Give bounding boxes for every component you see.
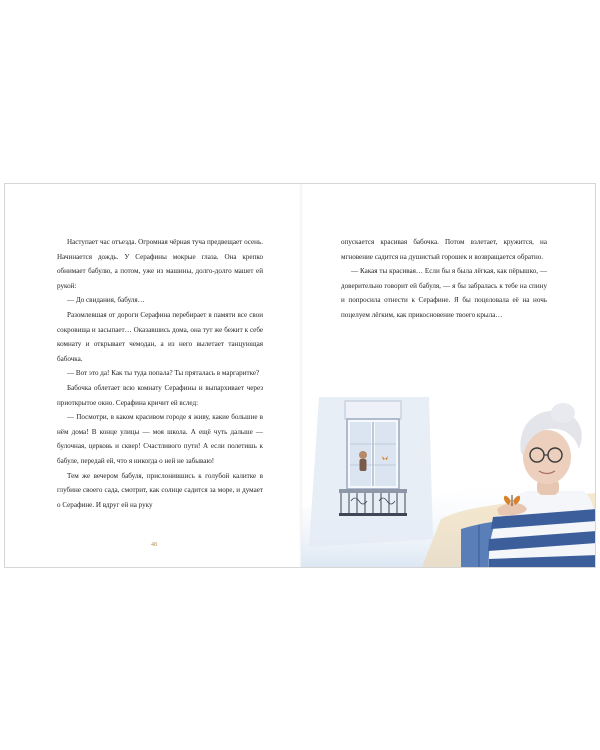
girl-head — [359, 451, 367, 459]
paragraph: опускается красивая бабочка. Потом взлетает, кружится, на мгновение садится на душистый горошек и возвращается обратно. — [341, 238, 547, 261]
paragraph: Наступает час отъезда. Огромная чёрная туча предвещает осень. Начинается дождь. У Серафины мокрые глаза. Она крепко обнимает бабулю, а потом, уже из машины, долго-долго машет ей рукой: — [57, 238, 263, 290]
paragraph: Тем же вечером бабуля, прислонившись к голубой калитке в глубине своего сада, смотрит, как солнце садится за море, и думает о Серафине. И вдруг ей на руку — [57, 471, 263, 509]
paragraph: Разомлевшая от дороги Серафина перебирает в памяти все свои сокровища и засыпает… Оказавшись дома, она тут же бежит к себе комнату и открывает чемодан, а из него вылетает танцующая бабочка. — [57, 310, 263, 363]
window — [345, 401, 401, 489]
paragraph: — Вот это да! Как ты туда попала? Ты пряталась в маргаритке? — [67, 369, 260, 378]
illustration — [301, 389, 596, 568]
book-spread — [4, 183, 596, 568]
right-page — [301, 184, 596, 567]
left-page — [5, 184, 301, 567]
paragraph: — До свидания, бабуля… — [67, 296, 145, 305]
left-page-text — [57, 235, 263, 512]
right-page-text — [341, 235, 547, 323]
paragraph: — Какая ты красивая… Если бы я была лёгкая, как пёрышко, — доверительно говорит ей бабуля, — я бы забралась к тебе на спину и попросила отнести к Серафине. Я бы поцеловала её на ночь поцелуем лёгким, как прикосновение твоего крыла… — [341, 267, 547, 319]
page-number: 48 — [151, 542, 157, 548]
paragraph: Бабочка облетает всю комнату Серафины и выпархивает через приоткрытое окно. Серафина кричит ей вслед: — [57, 383, 263, 407]
paragraph: — Посмотри, в каком красивом городе я живу, какие большие в нём дома! В конце улицы — моя школа. А ещё чуть дальше — булочная, церковь и сквер! Счастливого пути! А если полетишь к бабуле, передай ей, что я никогда о ней не забываю! — [57, 413, 263, 465]
balcony — [339, 489, 407, 516]
girl-body — [360, 459, 367, 471]
